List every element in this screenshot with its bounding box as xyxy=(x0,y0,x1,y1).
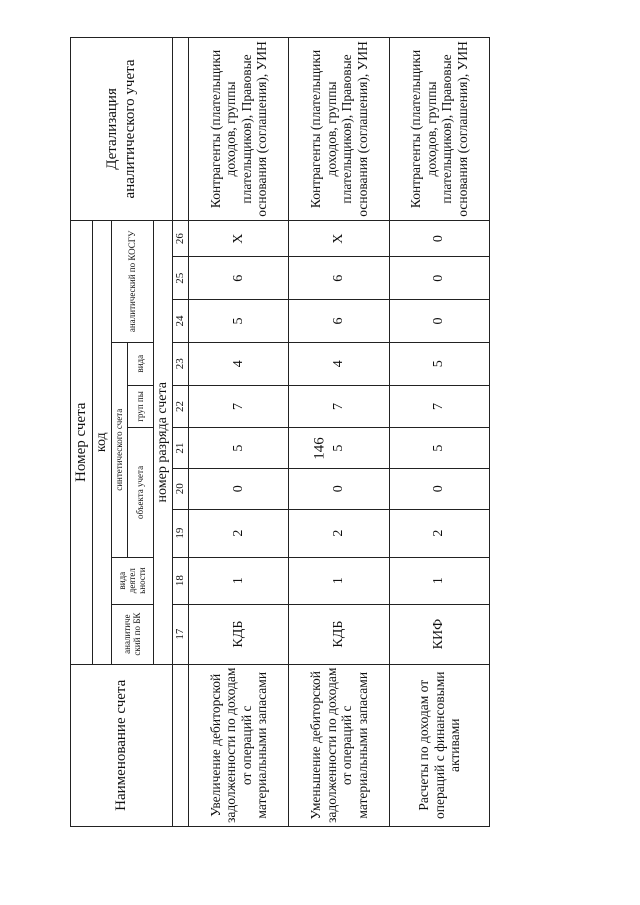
header-account-number: Номер счета xyxy=(71,220,93,664)
row-digit-20: 0 xyxy=(289,468,389,509)
table-row xyxy=(189,38,289,827)
row-digit-23: 4 xyxy=(289,342,389,385)
row-digit-19: 2 xyxy=(289,509,389,557)
digit-23: 23 xyxy=(173,342,189,385)
row-digit-22: 7 xyxy=(389,385,489,428)
row-detail: Контрагенты (плательщики доходов, группы плательщиков), Правовые основания (соглашения), УИН xyxy=(389,38,489,221)
header-synthetic: синтетического счета xyxy=(112,342,128,557)
header-digit-number: номер разряда счета xyxy=(154,220,173,664)
row-digit-24: 5 xyxy=(189,300,289,343)
row-detail: Контрагенты (плательщики доходов, группы плательщиков), Правовые основания (соглашения), УИН xyxy=(289,38,389,221)
row-account-name: Уменьшение дебиторской задолженности по доходам от операций с материальными запасами xyxy=(289,664,389,826)
header-account-object: объекта учета xyxy=(128,428,154,557)
row-digit-24: 6 xyxy=(289,300,389,343)
digit-25: 25 xyxy=(173,257,189,300)
row-digit-22: 7 xyxy=(289,385,389,428)
row-digit-24: 0 xyxy=(389,300,489,343)
row-digit-26: X xyxy=(289,220,389,256)
header-account-name: Наименование счета xyxy=(71,664,173,826)
table-row xyxy=(389,38,489,827)
row-digit-19: 2 xyxy=(189,509,289,557)
row-digit-21: 5 xyxy=(389,428,489,469)
row-digit-26: X xyxy=(189,220,289,256)
digit-empty xyxy=(173,38,189,221)
row-digit-18: 1 xyxy=(289,557,389,604)
digit-19: 19 xyxy=(173,509,189,557)
digit-empty xyxy=(173,664,189,826)
accounts-table xyxy=(70,37,490,827)
row-digit-19: 2 xyxy=(389,509,489,557)
row-digit-18: 1 xyxy=(189,557,289,604)
digit-18: 18 xyxy=(173,557,189,604)
row-bk: КДБ xyxy=(289,604,389,664)
row-bk: КДБ xyxy=(189,604,289,664)
header-code: код xyxy=(93,220,112,664)
row-digit-25: 6 xyxy=(189,257,289,300)
row-digit-21: 5 xyxy=(189,428,289,469)
row-digit-23: 5 xyxy=(389,342,489,385)
row-digit-23: 4 xyxy=(189,342,289,385)
row-digit-18: 1 xyxy=(389,557,489,604)
row-digit-20: 0 xyxy=(389,468,489,509)
digit-22: 22 xyxy=(173,385,189,428)
row-account-name: Увеличение дебиторской задолженности по доходам от операций с материальными запасами xyxy=(189,664,289,826)
row-bk: КИФ xyxy=(389,604,489,664)
digit-24: 24 xyxy=(173,300,189,343)
header-group: груп пы xyxy=(128,385,154,428)
row-digit-22: 7 xyxy=(189,385,289,428)
row-digit-21: 5 xyxy=(289,428,389,469)
header-analytic-bk: аналитиче ский по БК xyxy=(112,604,154,664)
row-account-name: Расчеты по доходам от операций с финансовыми активами xyxy=(389,664,489,826)
table-row xyxy=(289,38,389,827)
rotated-table-frame xyxy=(70,37,490,827)
row-digit-26: 0 xyxy=(389,220,489,256)
header-detail: Детализация аналитического учета xyxy=(71,38,173,221)
header-analytic-kosgu: аналитический по КОСГУ xyxy=(112,220,154,342)
row-digit-20: 0 xyxy=(189,468,289,509)
digit-17: 17 xyxy=(173,604,189,664)
page-number: 146 xyxy=(311,437,328,460)
header-activity-type: вида деятел ьности xyxy=(112,557,154,604)
row-digit-25: 0 xyxy=(389,257,489,300)
row-digit-25: 6 xyxy=(289,257,389,300)
digit-20: 20 xyxy=(173,468,189,509)
row-detail: Контрагенты (плательщики доходов, группы плательщиков), Правовые основания (соглашения), УИН xyxy=(189,38,289,221)
digit-26: 26 xyxy=(173,220,189,256)
header-kind: вида xyxy=(128,342,154,385)
digit-21: 21 xyxy=(173,428,189,469)
